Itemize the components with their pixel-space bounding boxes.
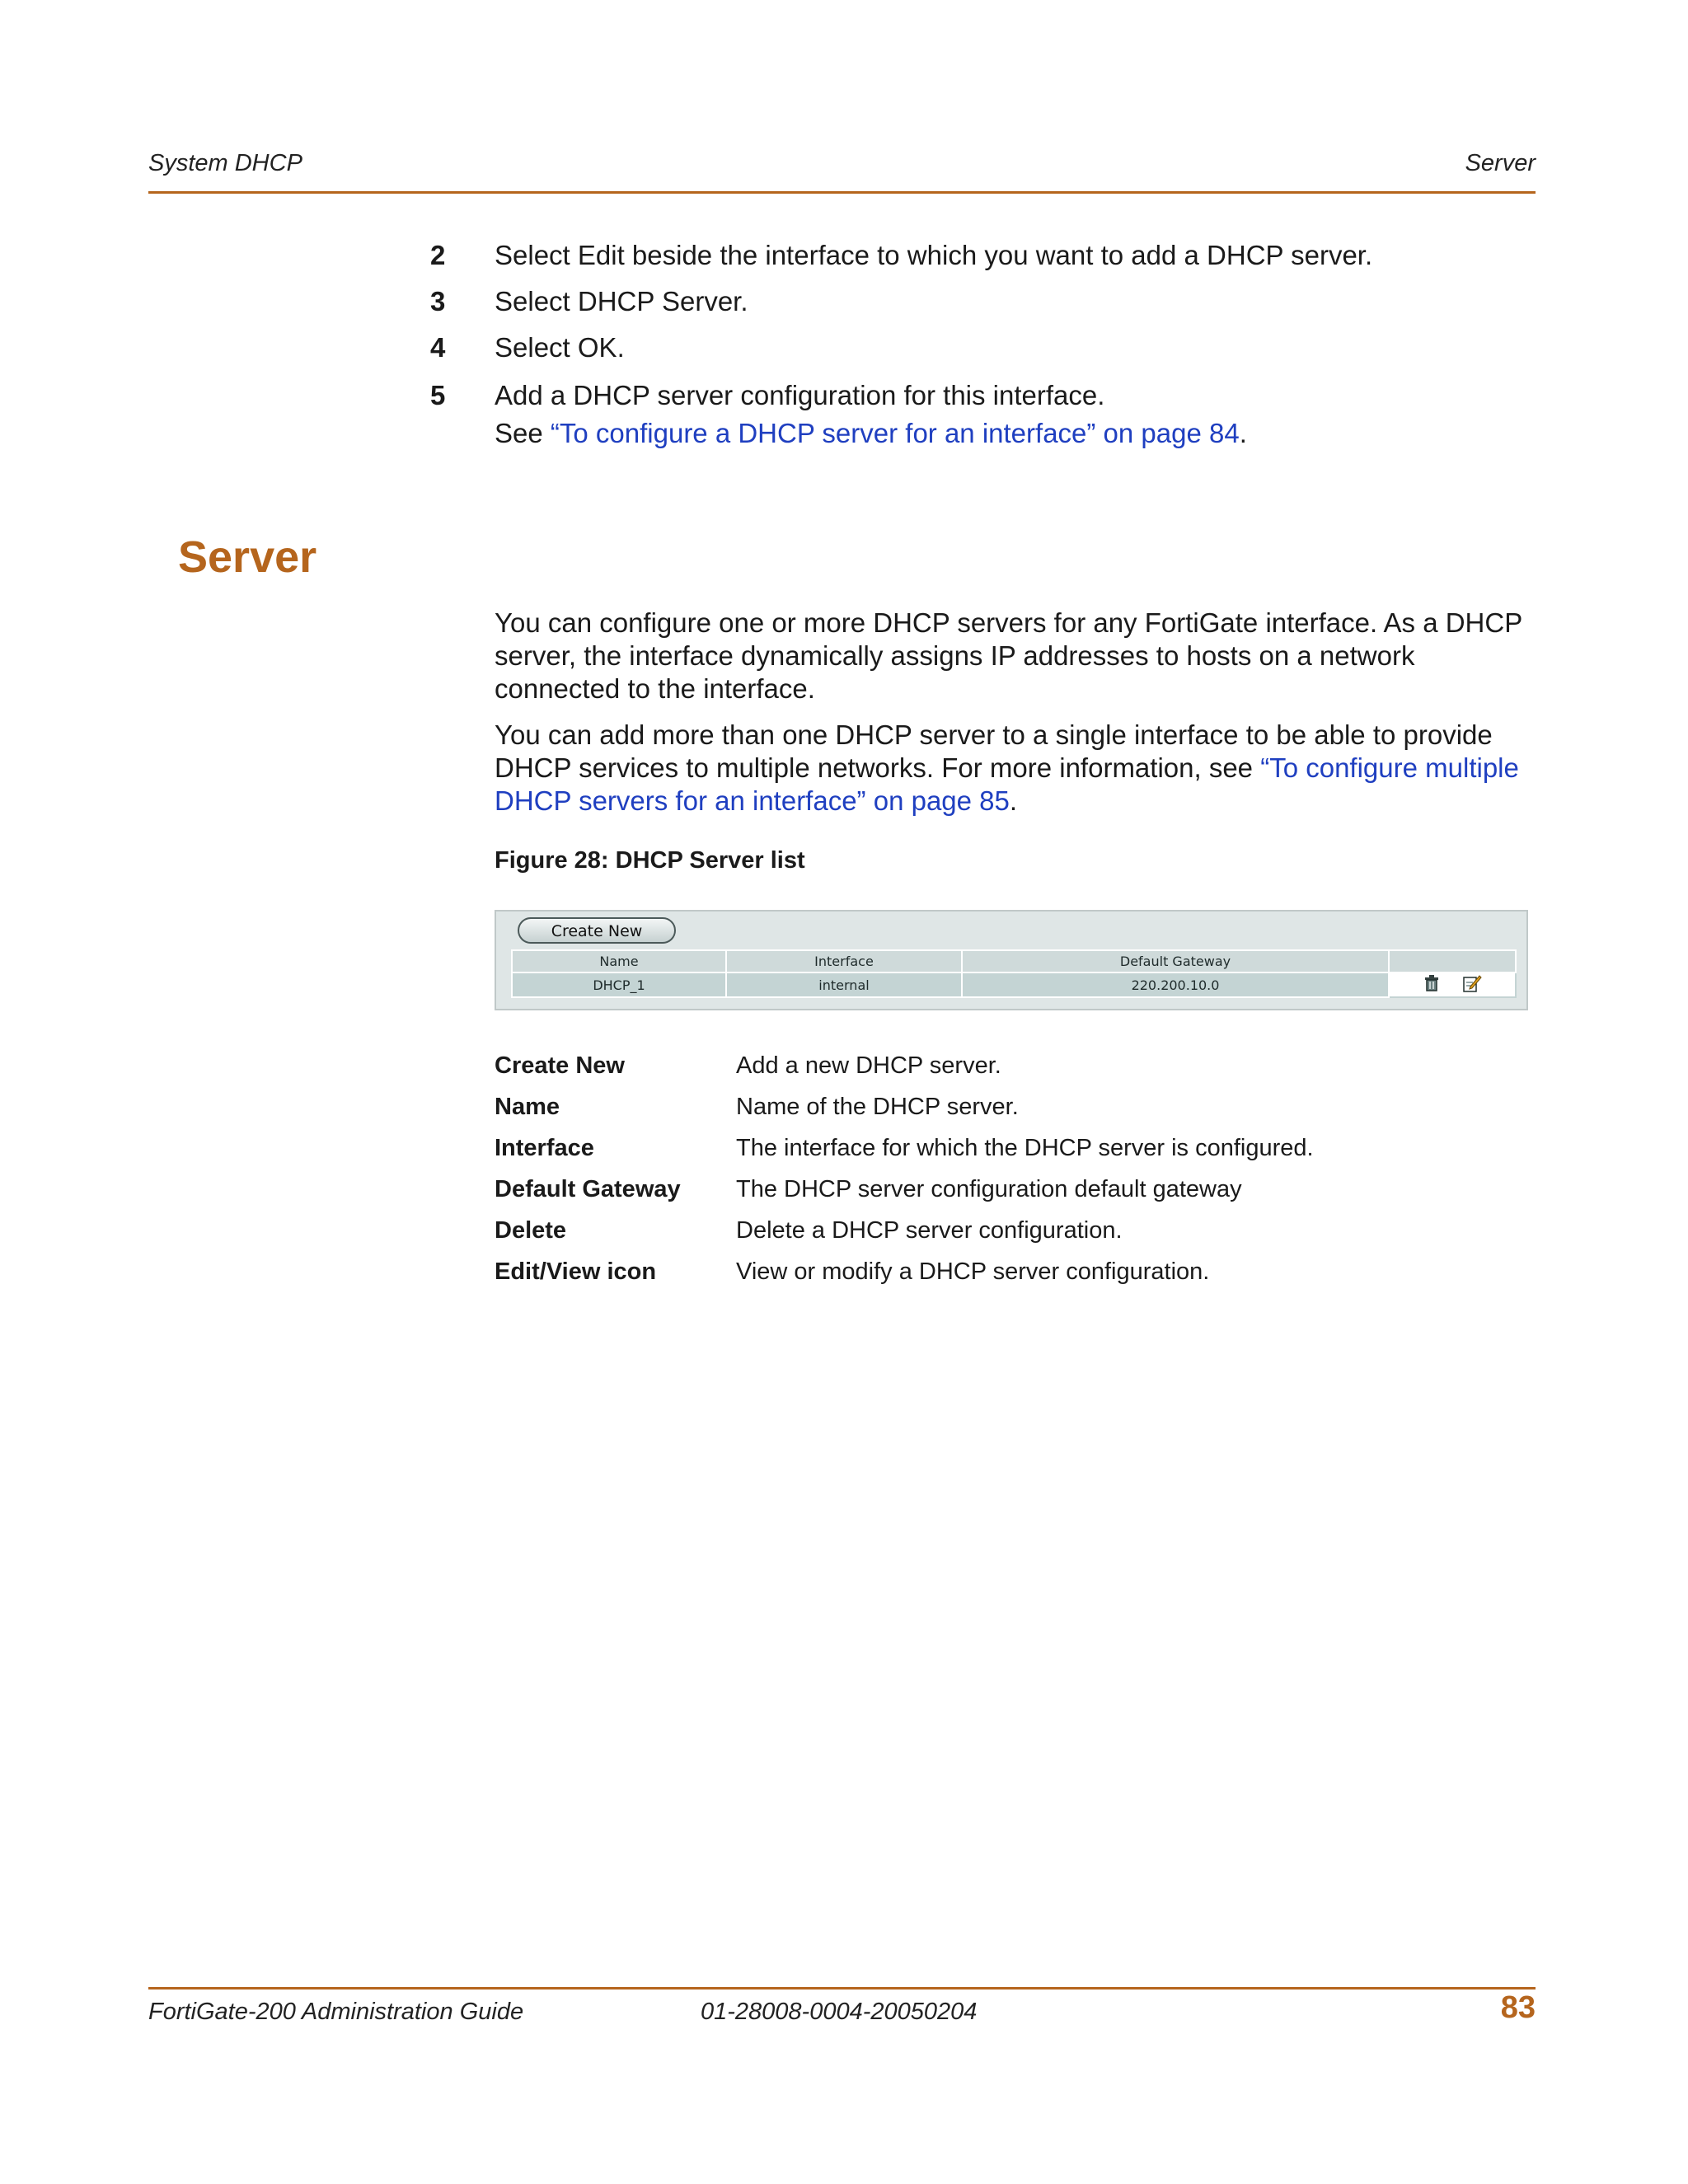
cell-name: DHCP_1 (512, 972, 726, 997)
see-link[interactable]: “To configure a DHCP server for an interface” on page 84 (550, 418, 1240, 448)
definition-desc: Add a new DHCP server. (736, 1052, 1001, 1079)
create-new-button[interactable]: Create New (518, 917, 676, 944)
trash-icon[interactable] (1423, 974, 1441, 996)
definition-term: Name (495, 1094, 560, 1120)
paragraph-2 (495, 719, 1541, 818)
paragraph-2-suffix: . (1009, 785, 1018, 816)
cell-actions (1389, 972, 1516, 997)
column-header-actions (1389, 950, 1516, 972)
see-prefix: See (495, 418, 551, 448)
step-number: 2 (430, 240, 446, 270)
step-text: Select DHCP Server. (495, 286, 748, 316)
section-title: Server (178, 532, 317, 582)
definition-term: Create New (495, 1052, 625, 1079)
definition-desc: The DHCP server configuration default gateway (736, 1176, 1242, 1202)
cell-interface: internal (726, 972, 962, 997)
cell-gateway: 220.200.10.0 (962, 972, 1389, 997)
definition-term: Delete (495, 1217, 567, 1244)
header-rule (148, 191, 1536, 194)
step-3 (295, 279, 1536, 325)
step-text: Select OK. (495, 332, 625, 363)
definition-desc: Delete a DHCP server configuration. (736, 1217, 1123, 1244)
page-number: 83 (1500, 1990, 1536, 2025)
paragraph-2-text: You can add more than one DHCP server to a single interface to be able to provide DHCP services to multiple networks. For more information, see (495, 719, 1493, 783)
running-header-right: Server (1465, 150, 1536, 176)
column-header-default-gateway: Default Gateway (962, 950, 1389, 972)
step-number: 4 (430, 332, 446, 363)
definition-interface (495, 1127, 1533, 1169)
edit-icon[interactable] (1462, 973, 1482, 996)
definition-name (495, 1086, 1533, 1127)
definition-term: Edit/View icon (495, 1258, 657, 1285)
dhcp-server-table (511, 949, 1517, 998)
footer-doc-id: 01-28008-0004-20050204 (701, 1999, 978, 2025)
definition-create-new (495, 1045, 1533, 1086)
running-header-left: System DHCP (148, 150, 302, 176)
definition-delete (495, 1210, 1533, 1251)
table-header-row (512, 950, 1516, 972)
figure-caption: Figure 28: DHCP Server list (495, 847, 805, 874)
paragraph-1: You can configure one or more DHCP servers for any FortiGate interface. As a DHCP server, the interface dynamically assigns IP addresses to hosts on a network connected to the interface. (495, 607, 1522, 704)
column-header-interface: Interface (726, 950, 962, 972)
step-text: Select Edit beside the interface to which you want to add a DHCP server. (495, 240, 1373, 270)
see-suffix: . (1239, 418, 1247, 448)
step-number: 5 (430, 380, 446, 410)
step-2 (295, 232, 1536, 279)
definition-desc: Name of the DHCP server. (736, 1094, 1019, 1120)
definition-desc: The interface for which the DHCP server is configured. (736, 1135, 1314, 1161)
step-4 (295, 325, 1536, 371)
step-text: Add a DHCP server configuration for this interface. (495, 380, 1105, 410)
footer-title: FortiGate-200 Administration Guide (148, 1999, 524, 2025)
table-row (512, 972, 1516, 997)
definition-desc: View or modify a DHCP server configuration. (736, 1258, 1210, 1285)
see-line (295, 410, 1536, 457)
definition-term: Interface (495, 1135, 594, 1161)
footer-rule (148, 1987, 1536, 1990)
paragraph-2-link[interactable]: “To configure multiple DHCP servers for an interface” on page 85 (495, 752, 1519, 816)
definition-edit-view-icon (495, 1251, 1533, 1292)
dhcp-server-list-figure (495, 910, 1528, 1010)
step-number: 3 (430, 286, 446, 316)
definition-default-gateway (495, 1169, 1533, 1210)
column-header-name: Name (512, 950, 726, 972)
definition-term: Default Gateway (495, 1176, 681, 1202)
